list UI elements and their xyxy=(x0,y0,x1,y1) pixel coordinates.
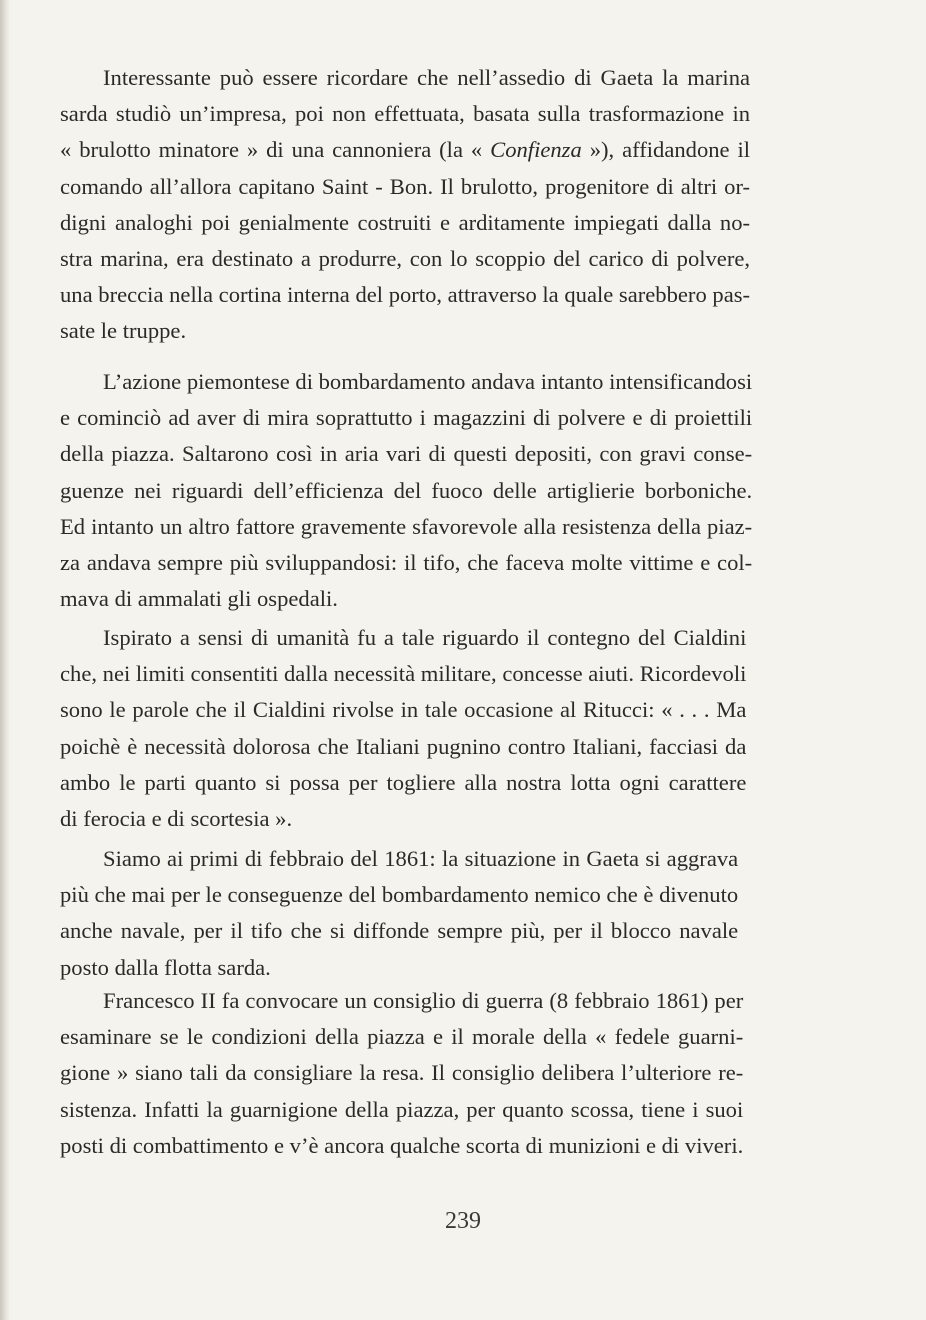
text-line: ambo le parti quanto si possa per togliere alla nostra lotta ogni carattere xyxy=(60,769,747,795)
text-line: più che mai per le conseguenze del bombardamento nemico che è divenuto xyxy=(60,882,739,908)
text-line: digni analoghi poi genialmente costruiti e arditamente impiegati dalla no- xyxy=(60,209,751,235)
page-number: 239 xyxy=(445,1208,481,1234)
page-gutter-shadow xyxy=(0,0,10,1320)
paragraph-5 xyxy=(60,983,743,1164)
text-line: za andava sempre più sviluppandosi: il tifo, che faceva molte vittime e col- xyxy=(60,549,753,575)
paragraph-2 xyxy=(60,364,752,617)
text-line: di ferocia e di scortesia ». xyxy=(60,805,293,831)
text-line: guenze nei riguardi dell’efficienza del fuoco delle artiglierie borboniche. xyxy=(60,477,753,503)
text-line: Interessante può essere ricordare che nell’assedio di Gaeta la marina xyxy=(103,65,751,90)
text-line: Ed intanto un altro fattore gravemente sfavorevole alla resistenza della piaz- xyxy=(60,513,753,539)
text-line: poichè è necessità dolorosa che Italiani pugnino contro Italiani, facciasi da xyxy=(60,733,747,759)
text-line: Ispirato a sensi di umanità fu a tale riguardo il contegno del Cialdini xyxy=(103,625,747,650)
text-line: stra marina, era destinato a produrre, con lo scoppio del carico di polvere, xyxy=(60,245,751,271)
text-line: L’azione piemontese di bombardamento andava intanto intensificandosi xyxy=(103,369,753,394)
text-line: « brulotto minatore » di una cannoniera (la « Confienza »), affidandone il xyxy=(60,137,751,163)
text-line: mava di ammalati gli ospedali. xyxy=(60,586,338,612)
text-line: posti di combattimento e v’è ancora qualche scorta di munizioni e di viveri. xyxy=(60,1132,744,1158)
text-line: esaminare se le condizioni della piazza e il morale della « fedele guarni- xyxy=(60,1024,744,1050)
text-line: anche navale, per il tifo che si diffonde sempre più, per il blocco navale xyxy=(60,918,739,944)
text-line: gione » siano tali da consigliare la resa. Il consiglio delibera l’ulteriore re- xyxy=(60,1060,744,1086)
paragraph-3 xyxy=(60,620,746,837)
text-line: sarda studiò un’impresa, poi non effettuata, basata sulla trasformazione in xyxy=(60,101,751,127)
text-line: sistenza. Infatti la guarnigione della piazza, per quanto scossa, tiene i suoi xyxy=(60,1096,744,1122)
text-line: comando all’allora capitano Saint - Bon. Il brulotto, progenitore di altri or- xyxy=(60,173,751,199)
text-line: che, nei limiti consentiti dalla necessità militare, concesse aiuti. Ricordevoli xyxy=(60,661,747,687)
text-line: una breccia nella cortina interna del porto, attraverso la quale sarebbero pas- xyxy=(60,282,751,308)
paragraph-4 xyxy=(60,841,738,986)
text-line: Siamo ai primi di febbraio del 1861: la situazione in Gaeta si aggrava xyxy=(103,846,739,871)
text-line: Francesco II fa convocare un consiglio di guerra (8 febbraio 1861) per xyxy=(103,988,744,1013)
paragraph-1 xyxy=(60,60,750,350)
text-line: posto dalla flotta sarda. xyxy=(60,954,271,980)
text-line: della piazza. Saltarono così in aria vari di questi depositi, con gravi conse- xyxy=(60,441,753,467)
text-line: sate le truppe. xyxy=(60,318,187,344)
text-line: sono le parole che il Cialdini rivolse in tale occasione al Ritucci: « . . . Ma xyxy=(60,697,747,723)
text-line: e cominciò ad aver di mira soprattutto i magazzini di polvere e di proiettili xyxy=(60,405,753,431)
